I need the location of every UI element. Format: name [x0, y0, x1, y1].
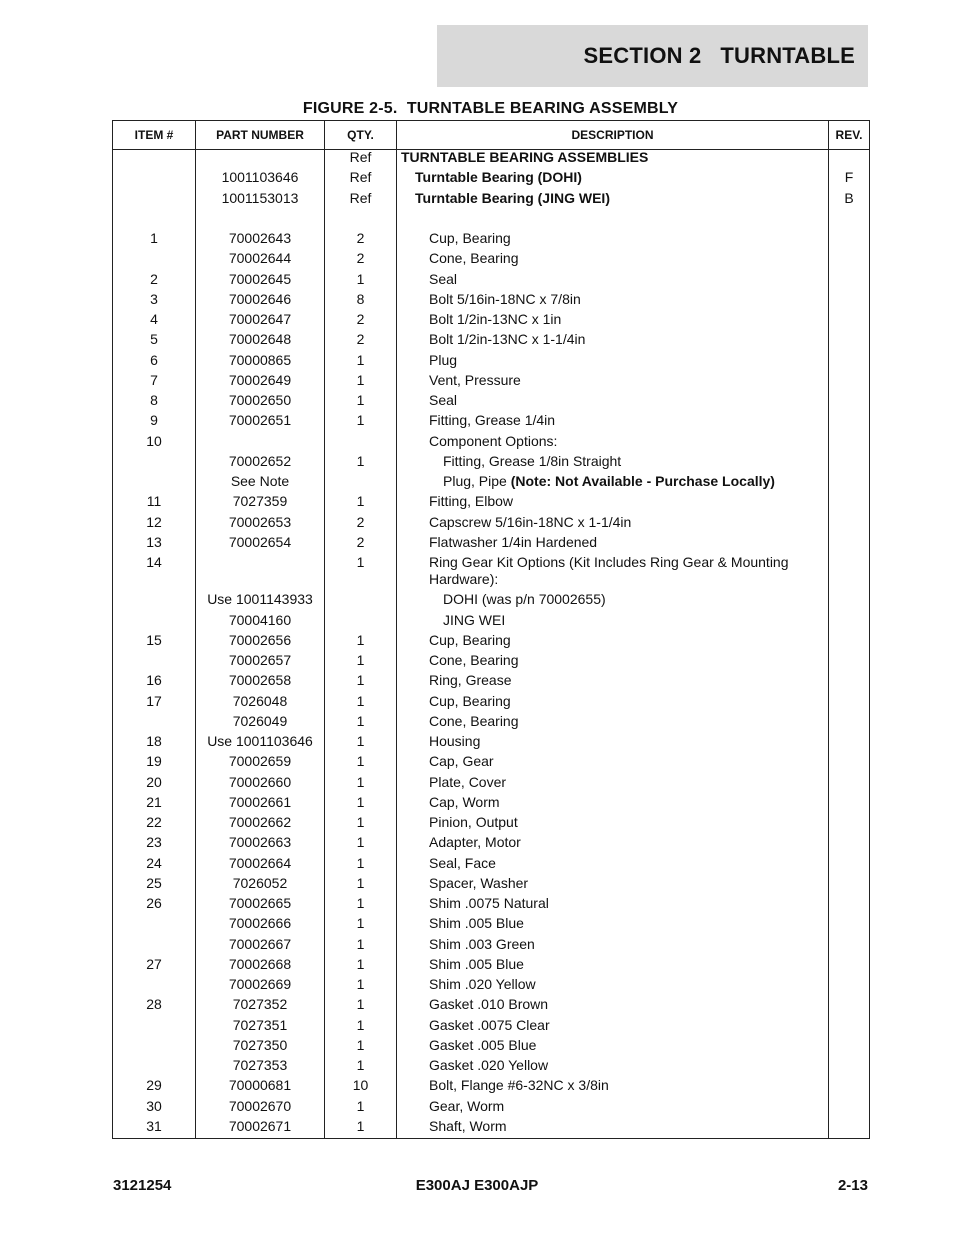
description-text: Bolt, Flange #6-32NC x 3/8in: [429, 1077, 609, 1094]
description: [429, 392, 827, 409]
quantity: 1: [356, 955, 365, 972]
description-text: Cap, Gear: [429, 753, 494, 770]
description-text: Shaft, Worm: [429, 1117, 507, 1134]
quantity: 1: [356, 733, 365, 750]
description-text: Gear, Worm: [429, 1097, 505, 1114]
description-text: Component Options:: [429, 432, 558, 449]
part-number: 70004160: [228, 611, 292, 628]
description-text: Bolt 5/16in-18NC x 7/8in: [429, 290, 581, 307]
item-number: 24: [146, 854, 162, 871]
item-number: 26: [146, 895, 162, 912]
quantity: 1: [356, 493, 365, 510]
part-number: 70002669: [228, 976, 292, 993]
part-number: 7027351: [232, 1016, 288, 1033]
description-text: Seal: [429, 392, 458, 408]
part-number: 7027359: [232, 493, 288, 510]
part-number: 70002643: [228, 230, 292, 246]
description: [429, 976, 827, 993]
quantity: Ref: [349, 189, 372, 206]
part-number: 70000865: [228, 351, 292, 368]
description-text: Spacer, Washer: [429, 874, 529, 891]
part-number: 1001103646: [221, 169, 299, 186]
quantity: 1: [356, 452, 365, 469]
description: [429, 733, 827, 750]
description-text: Capscrew 5/16in-18NC x 1-1/4in: [429, 513, 632, 530]
description-text: Turntable Bearing (JING WEI): [415, 189, 610, 206]
description-text: Shim .005 Blue: [429, 955, 524, 972]
part-number: 70002648: [228, 331, 292, 348]
part-number: 70002647: [228, 311, 292, 327]
header-part-number: PART NUMBER: [216, 128, 304, 142]
part-number: 70002646: [228, 290, 292, 307]
description-text: Plate, Cover: [429, 773, 507, 790]
part-number: 70002657: [228, 652, 292, 669]
description-text: TURNTABLE BEARING ASSEMBLIES: [401, 149, 649, 165]
part-number: See Note: [230, 473, 290, 489]
description-text: Ring Gear Kit Options (Kit Includes Ring Gear & Mounting Hardware):: [429, 554, 793, 587]
quantity: 2: [356, 533, 365, 550]
part-number: 70002663: [228, 834, 292, 851]
description-text: Bolt 1/2in-13NC x 1in: [429, 311, 562, 327]
quantity: 1: [356, 854, 365, 871]
item-number: 19: [146, 753, 162, 770]
item-number: 1: [150, 230, 158, 246]
description-text: Vent, Pressure: [429, 371, 521, 388]
quantity: 1: [356, 1117, 365, 1134]
description-text: Fitting, Grease 1/4in: [429, 412, 556, 429]
description: [429, 936, 827, 953]
part-number: 70002656: [228, 631, 292, 648]
part-number: 70002658: [228, 672, 292, 689]
description: [429, 814, 827, 831]
part-number: 7026049: [232, 712, 288, 729]
quantity: 1: [356, 1016, 365, 1033]
quantity: 1: [356, 392, 365, 408]
item-number: 27: [146, 955, 162, 972]
description: [429, 493, 827, 510]
description: [429, 693, 827, 710]
footer-page-number: 2-13: [837, 1177, 868, 1194]
part-number: 7027352: [232, 996, 288, 1013]
part-number: 70002644: [228, 250, 292, 267]
description: [429, 895, 827, 912]
part-number: 70002649: [228, 371, 292, 388]
part-number: 70002671: [228, 1117, 292, 1134]
item-number: 25: [146, 874, 162, 891]
item-number: 5: [150, 331, 158, 348]
footer-model: E300AJ E300AJP: [415, 1177, 539, 1194]
part-number: Use 1001103646: [207, 733, 313, 750]
item-number: 11: [146, 493, 162, 510]
description: [429, 352, 827, 369]
item-number: 7: [150, 371, 158, 388]
quantity: 1: [356, 915, 365, 932]
description-text: Cup, Bearing: [429, 692, 511, 709]
description-text: Bolt 1/2in-13NC x 1-1/4in: [429, 331, 586, 348]
quantity: 1: [356, 270, 365, 287]
description-text: Flatwasher 1/4in Hardened: [429, 533, 598, 550]
description: [429, 534, 827, 551]
description-text: Gasket .005 Blue: [429, 1036, 537, 1053]
description-text: Shim .005 Blue: [429, 915, 524, 932]
description: [429, 554, 827, 588]
description: [429, 652, 827, 669]
header-rev: REV.: [835, 128, 863, 142]
quantity: 1: [356, 1036, 365, 1053]
item-number: 8: [150, 392, 158, 408]
quantity: 1: [356, 834, 365, 851]
quantity: 1: [356, 793, 365, 810]
item-number: 12: [146, 513, 162, 530]
description: [443, 591, 827, 608]
item-number: 15: [146, 631, 162, 648]
description: [443, 612, 827, 629]
item-number: 17: [146, 692, 162, 709]
quantity: 1: [356, 1097, 365, 1114]
quantity: Ref: [349, 169, 372, 186]
item-number: 14: [146, 554, 162, 570]
quantity: 1: [356, 814, 365, 831]
description-text: Plug: [429, 351, 458, 368]
quantity: 2: [356, 311, 365, 327]
item-number: 18: [146, 733, 162, 750]
item-number: 2: [150, 270, 158, 287]
item-number: 6: [150, 351, 158, 368]
part-number: 70002651: [228, 412, 292, 429]
item-number: 23: [146, 834, 162, 851]
item-number: 22: [146, 814, 162, 831]
description-text: DOHI (was p/n 70002655): [443, 591, 606, 608]
description: [429, 672, 827, 689]
item-number: 3: [150, 290, 158, 307]
description: [429, 875, 827, 892]
description: [429, 753, 827, 770]
part-number: 70002653: [228, 513, 292, 530]
description-text: JING WEI: [443, 611, 506, 628]
part-number: 70002665: [228, 895, 292, 912]
description: [415, 169, 827, 186]
description-text: Fitting, Elbow: [429, 493, 514, 510]
column-divider: [828, 121, 829, 1138]
quantity: 1: [356, 692, 365, 709]
footer-doc-number: 3121254: [113, 1177, 172, 1194]
description: [429, 834, 827, 851]
description: [429, 1098, 827, 1115]
part-number: 70002666: [228, 915, 292, 932]
description-text: Gasket .010 Brown: [429, 996, 549, 1013]
item-number: 16: [146, 672, 162, 689]
quantity: 1: [356, 753, 365, 770]
quantity: 1: [356, 874, 365, 891]
description-text: Adapter, Motor: [429, 834, 521, 851]
description: [401, 149, 827, 166]
part-number: 70002662: [228, 814, 292, 831]
description: [429, 250, 827, 267]
description-text: Cup, Bearing: [429, 230, 511, 246]
part-number: 70002654: [228, 533, 292, 550]
description-text: Fitting, Grease 1/8in Straight: [443, 452, 622, 469]
quantity: 2: [356, 230, 365, 246]
description: [429, 713, 827, 730]
quantity: 8: [356, 290, 365, 307]
quantity: 1: [356, 412, 365, 429]
description: [429, 311, 827, 328]
description-text: Cup, Bearing: [429, 631, 511, 648]
quantity: 2: [356, 331, 365, 348]
part-number: 70002650: [228, 392, 292, 408]
quantity: 1: [356, 672, 365, 689]
header-qty: QTY.: [347, 128, 374, 142]
quantity: 1: [356, 773, 365, 790]
quantity: 1: [356, 935, 365, 952]
header-description: DESCRIPTION: [571, 128, 654, 142]
item-number: 31: [146, 1117, 162, 1134]
description-text: Gasket .0075 Clear: [429, 1016, 550, 1033]
description: [429, 1077, 827, 1094]
description-text: Shim .020 Yellow: [429, 976, 536, 993]
description: [429, 433, 827, 450]
part-number: 70002645: [228, 270, 292, 287]
item-number: 4: [150, 311, 158, 327]
part-number: Use 1001143933: [207, 591, 313, 608]
item-number: 9: [150, 412, 158, 429]
description-text: Ring, Grease: [429, 672, 512, 689]
description-text: Seal, Face: [429, 854, 496, 871]
part-number: 70002652: [228, 452, 292, 469]
description: [429, 794, 827, 811]
description-text: Cone, Bearing: [429, 712, 519, 729]
part-number: 70002660: [228, 773, 292, 790]
part-number: 7026048: [232, 692, 288, 709]
quantity: 1: [356, 996, 365, 1013]
description-text: Cap, Worm: [429, 793, 500, 810]
quantity: 10: [352, 1077, 369, 1094]
description: [429, 956, 827, 973]
part-number: 70002667: [228, 935, 292, 952]
description: [429, 291, 827, 308]
quantity: 1: [356, 712, 365, 729]
description: [429, 855, 827, 872]
quantity: 1: [356, 976, 365, 993]
description-note: (Note: Not Available - Purchase Locally): [510, 473, 775, 489]
description: [429, 1037, 827, 1054]
figure-title: FIGURE 2-5. TURNTABLE BEARING ASSEMBLY: [302, 100, 679, 117]
quantity: 1: [356, 1057, 365, 1074]
part-number: 1001153013: [221, 189, 299, 206]
description-text: Housing: [429, 733, 481, 750]
section-banner: [437, 25, 868, 87]
description-text: Gasket .020 Yellow: [429, 1057, 549, 1074]
quantity: 1: [356, 351, 365, 368]
header-item: ITEM #: [134, 128, 174, 142]
item-number: 21: [146, 793, 162, 810]
item-number: 28: [146, 996, 162, 1013]
item-number: 10: [146, 432, 162, 449]
description: [443, 453, 827, 470]
description-text: Plug, Pipe: [443, 473, 511, 489]
description-text: Cone, Bearing: [429, 250, 519, 267]
column-divider: [396, 121, 397, 1138]
description: [429, 774, 827, 791]
part-number: 70000681: [228, 1077, 292, 1094]
part-number: 70002668: [228, 955, 292, 972]
description-text: Seal: [429, 270, 458, 287]
description: [429, 331, 827, 348]
part-number: 7026052: [232, 874, 288, 891]
description: [429, 271, 827, 288]
part-number: 70002661: [228, 793, 292, 810]
quantity: 2: [356, 250, 365, 267]
part-number: 7027353: [232, 1057, 288, 1074]
quantity: 2: [356, 513, 365, 530]
description: [429, 230, 827, 247]
item-number: 30: [146, 1097, 162, 1114]
description-text: Turntable Bearing (DOHI): [415, 169, 582, 186]
description-text: Cone, Bearing: [429, 652, 519, 669]
description: [429, 1118, 827, 1135]
quantity: 1: [356, 554, 365, 570]
description: [429, 514, 827, 531]
quantity: 1: [356, 631, 365, 648]
description: [415, 190, 827, 207]
part-number: 70002670: [228, 1097, 292, 1114]
description-text: Shim .003 Green: [429, 935, 535, 952]
description-text: Pinion, Output: [429, 814, 518, 831]
description: [429, 915, 827, 932]
quantity: 1: [356, 895, 365, 912]
description-text: Shim .0075 Natural: [429, 895, 549, 912]
description: [429, 1017, 827, 1034]
item-number: 13: [146, 533, 162, 550]
description: [429, 1057, 827, 1074]
quantity: 1: [356, 371, 365, 388]
part-number: 70002659: [228, 753, 292, 770]
section-title: SECTION 2 TURNTABLE: [583, 43, 855, 68]
revision: B: [844, 189, 854, 206]
revision: F: [844, 169, 854, 186]
quantity: Ref: [349, 149, 372, 165]
description: [429, 412, 827, 429]
description: [429, 632, 827, 649]
item-number: 29: [146, 1077, 162, 1094]
description: [429, 996, 827, 1013]
quantity: 1: [356, 652, 365, 669]
part-number: 70002664: [228, 854, 292, 871]
description: [443, 473, 827, 490]
description: [429, 372, 827, 389]
part-number: 7027350: [232, 1036, 288, 1053]
item-number: 20: [146, 773, 162, 790]
parts-table: [112, 120, 870, 1139]
